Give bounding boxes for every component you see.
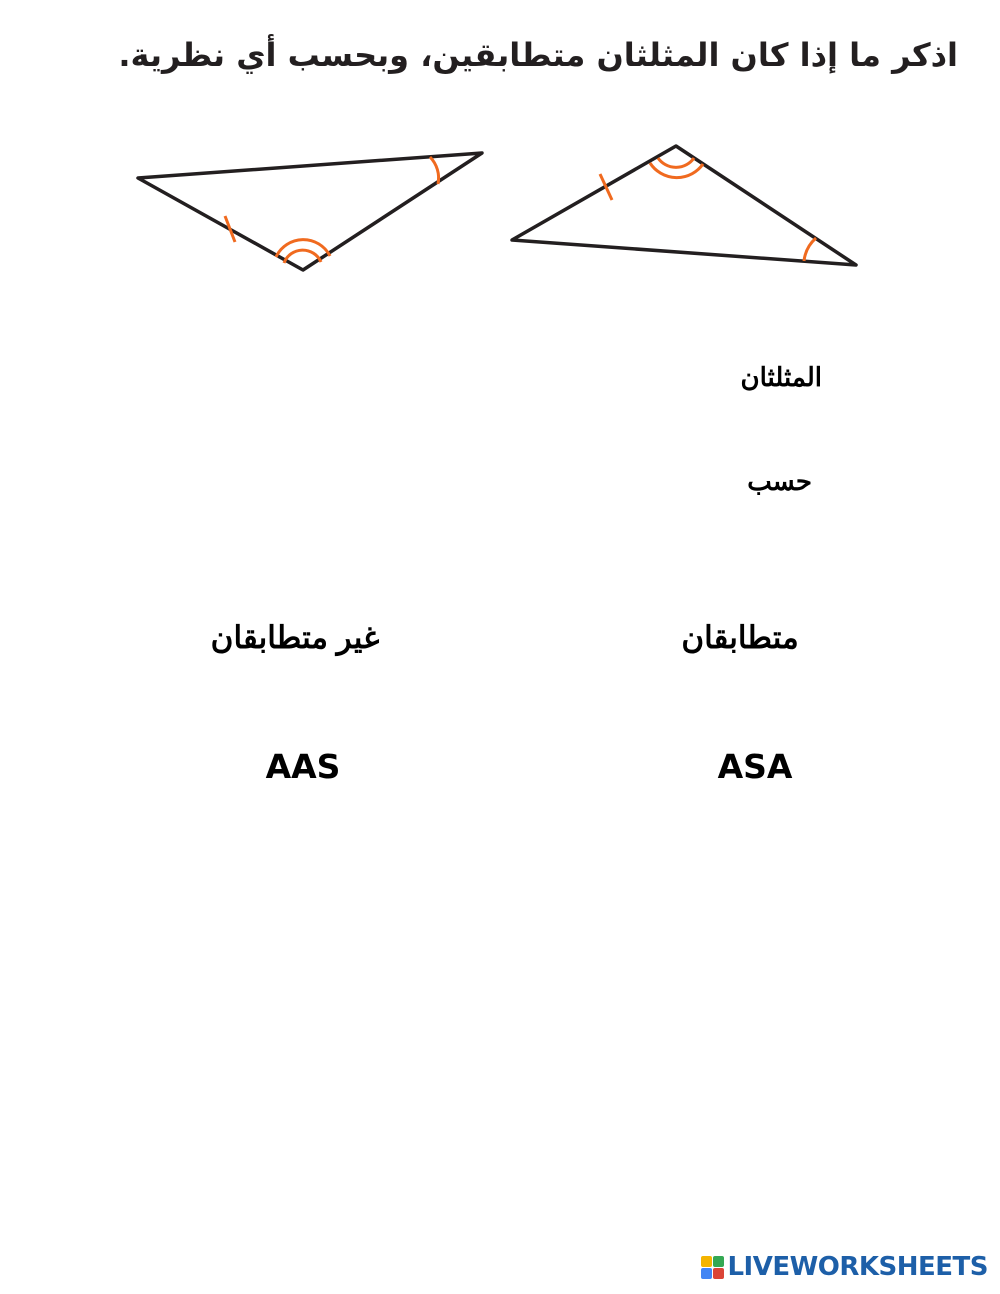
brand-footer bbox=[701, 1252, 988, 1282]
option-congruent[interactable]: متطابقان bbox=[681, 620, 799, 655]
brand-logo-icon bbox=[701, 1256, 724, 1279]
option-not-congruent[interactable]: غير متطابقان bbox=[210, 620, 380, 655]
logo-square-3 bbox=[701, 1268, 712, 1279]
brand-name: LIVEWORKSHEETS bbox=[727, 1252, 988, 1282]
logo-square-4 bbox=[713, 1268, 724, 1279]
angle-arc-left-double-outer bbox=[276, 240, 330, 257]
option-asa[interactable]: ASA bbox=[717, 747, 793, 786]
label-triangles: المثلثان bbox=[740, 362, 822, 392]
label-according-to: حسب bbox=[747, 466, 812, 496]
triangle-right bbox=[512, 146, 856, 265]
angle-arc-right-double-outer bbox=[650, 163, 703, 178]
angle-arc-right-double-inner bbox=[658, 158, 694, 167]
logo-square-1 bbox=[701, 1256, 712, 1267]
logo-square-2 bbox=[713, 1256, 724, 1267]
triangles-figure bbox=[120, 130, 880, 290]
angle-arc-right-single bbox=[804, 238, 816, 261]
triangles-svg bbox=[120, 130, 880, 290]
question-title: اذكر ما إذا كان المثلثان متطابقين، وبحسب أي نظرية. bbox=[118, 36, 958, 74]
angle-arc-left-single bbox=[430, 157, 439, 184]
option-aas[interactable]: AAS bbox=[265, 747, 341, 786]
